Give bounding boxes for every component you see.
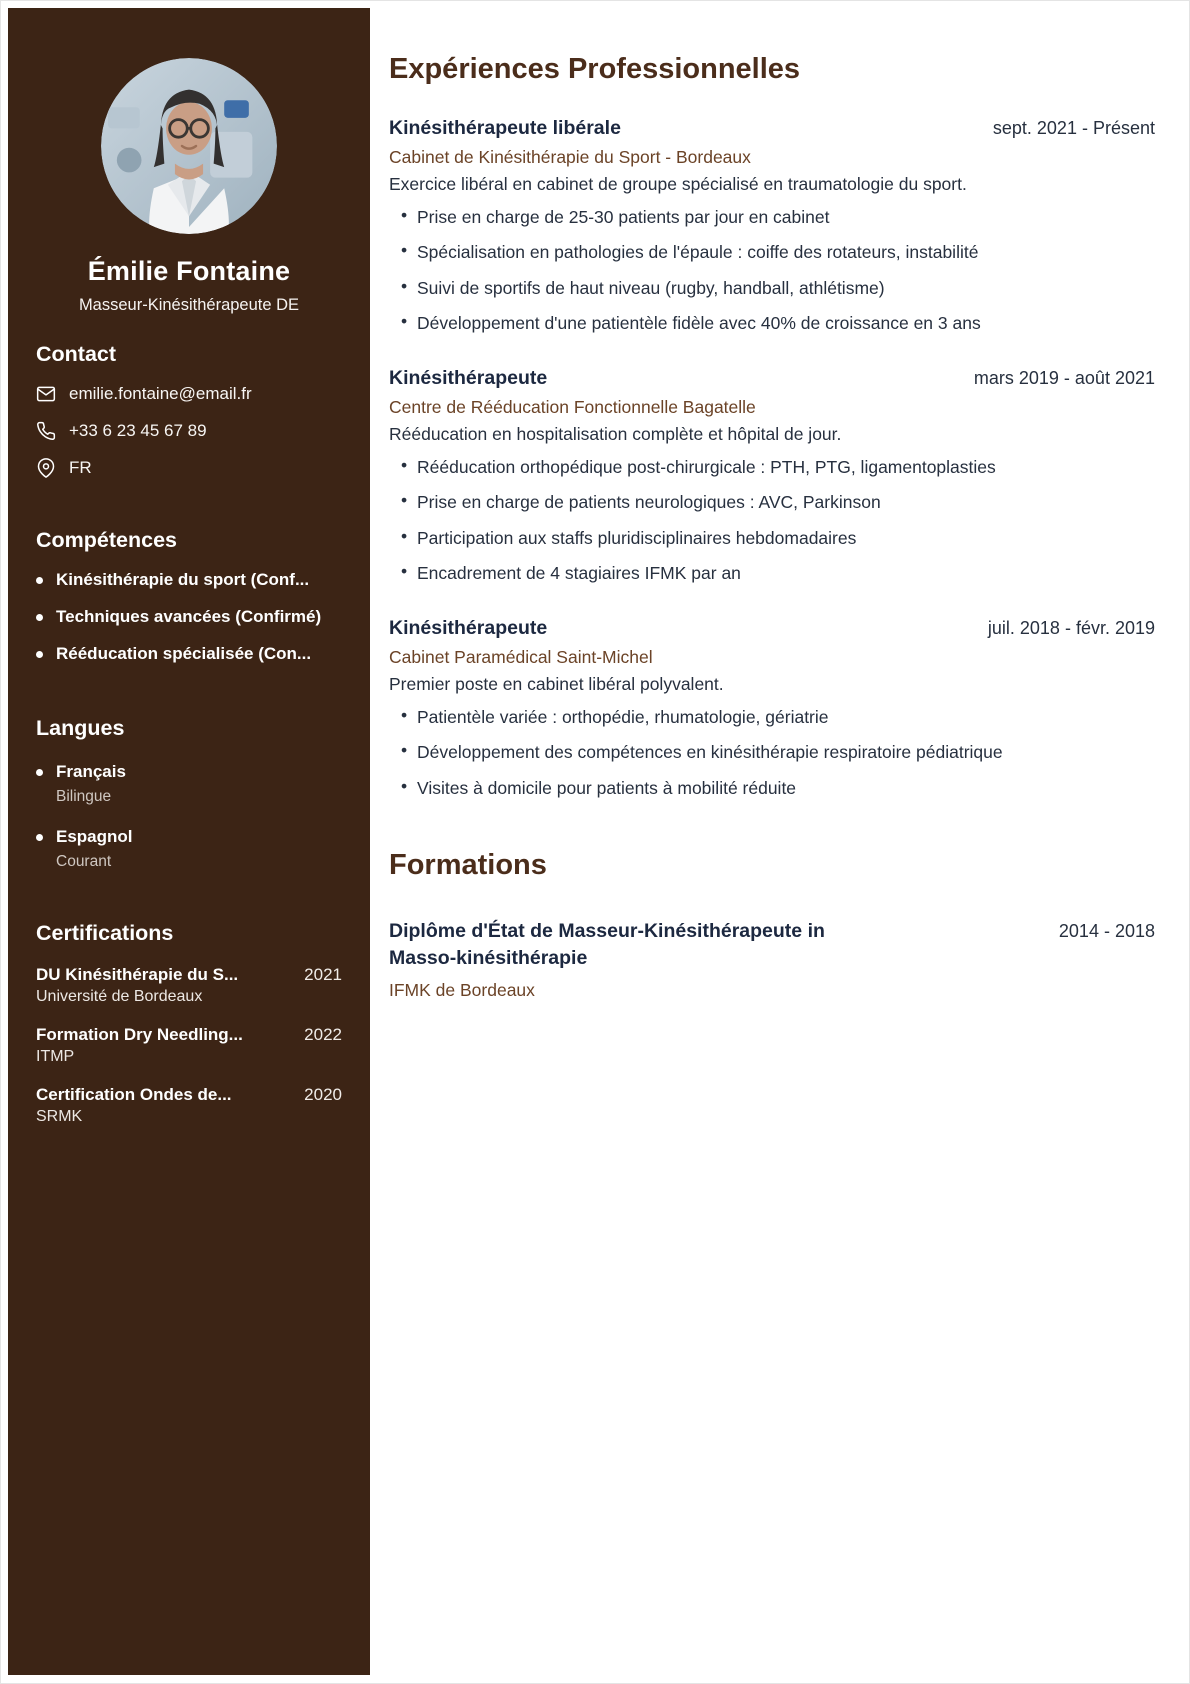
experience-entry (389, 117, 1155, 336)
entry-header (389, 117, 1155, 140)
language-name: Espagnol (56, 827, 133, 846)
job-title: Kinésithérapeute (389, 617, 548, 639)
skills-heading: Compétences (36, 528, 177, 552)
job-bullet: • Suivi de sportifs de haut niveau (rugby, handball, athlétisme) (417, 275, 1155, 301)
experience-entry (389, 367, 1155, 586)
contact-email (36, 384, 342, 404)
skill-item (36, 644, 342, 664)
degree-school: IFMK de Bordeaux (389, 980, 535, 1001)
job-bullet: • Développement des compétences en kinésithérapie respiratoire pédiatrique (417, 739, 1155, 765)
skill-item (36, 570, 342, 590)
certification-row (36, 1085, 342, 1105)
language-level: Courant (56, 853, 112, 870)
job-bullet: • Développement d'une patientèle fidèle avec 40% de croissance en 3 ans (417, 310, 1155, 336)
job-bullet-list (389, 204, 1155, 336)
languages-list (36, 762, 342, 871)
job-title: Kinésithérapeute (389, 367, 548, 389)
certification-item (36, 1085, 342, 1126)
certification-row (36, 965, 342, 985)
skill-item (36, 607, 342, 627)
job-bullet: • Prise en charge de 25-30 patients par jour en cabinet (417, 204, 1155, 230)
job-bullet-list (389, 454, 1155, 586)
job-dates: mars 2019 - août 2021 (973, 368, 1155, 388)
certification-item (36, 1025, 342, 1066)
certification-year: 2020 (304, 1085, 342, 1104)
certification-issuer: ITMP (36, 1048, 75, 1065)
bullet-dot-icon (36, 614, 43, 621)
language-name-row (36, 827, 342, 847)
main-content (389, 1, 1155, 1001)
entry-header (389, 367, 1155, 390)
envelope-icon (36, 384, 56, 404)
job-company: Centre de Rééducation Fonctionnelle Bagatelle (389, 397, 756, 417)
certifications-list (36, 965, 342, 1126)
location-pin-icon (36, 458, 56, 478)
job-bullet: • Participation aux staffs pluridisciplinaires hebdomadaires (417, 525, 1155, 551)
language-level: Bilingue (56, 788, 112, 805)
certification-item (36, 965, 342, 1006)
certification-title: DU Kinésithérapie du S... (36, 965, 239, 984)
job-summary: Rééducation en hospitalisation complète et hôpital de jour. (389, 424, 842, 444)
sidebar (8, 8, 370, 1675)
job-summary: Premier poste en cabinet libéral polyvalent. (389, 674, 724, 694)
contact-heading: Contact (36, 342, 117, 366)
phone-icon (36, 421, 56, 441)
language-name: Français (56, 762, 126, 781)
entry-header (389, 918, 1155, 973)
skill-label: Techniques avancées (Confirmé) (56, 607, 322, 626)
job-bullet: • Spécialisation en pathologies de l'épaule : coiffe des rotateurs, instabilité (417, 239, 1155, 265)
job-company: Cabinet Paramédical Saint-Michel (389, 647, 653, 667)
experience-heading: Expériences Professionnelles (389, 53, 801, 85)
certification-year: 2021 (304, 965, 342, 984)
education-entry (389, 918, 1155, 1002)
experience-entry (389, 617, 1155, 801)
candidate-role: Masseur-Kinésithérapeute DE (78, 296, 300, 314)
degree-dates: 2014 - 2018 (1058, 920, 1155, 941)
certification-title: Certification Ondes de... (36, 1085, 232, 1104)
job-dates: sept. 2021 - Présent (992, 118, 1155, 138)
email-value: emilie.fontaine@email.fr (69, 384, 252, 403)
language-name-row (36, 762, 342, 782)
certification-year: 2022 (304, 1025, 342, 1044)
job-bullet-list (389, 704, 1155, 801)
education-heading: Formations (389, 848, 547, 881)
candidate-name: Émilie Fontaine (87, 256, 291, 286)
certification-row (36, 1025, 342, 1045)
certification-title: Formation Dry Needling... (36, 1025, 243, 1044)
skills-list (36, 570, 342, 664)
job-summary: Exercice libéral en cabinet de groupe spécialisé en traumatologie du sport. (389, 174, 967, 194)
job-dates: juil. 2018 - févr. 2019 (987, 618, 1155, 638)
bullet-dot-icon (36, 651, 43, 658)
bullet-dot-icon (36, 577, 43, 584)
profile-photo (101, 58, 277, 234)
languages-heading: Langues (36, 716, 125, 740)
skill-label: Rééducation spécialisée (Con... (56, 644, 312, 663)
contact-location (36, 458, 342, 478)
bullet-dot-icon (36, 769, 43, 776)
job-bullet: • Visites à domicile pour patients à mobilité réduite (417, 775, 1155, 801)
contact-phone (36, 421, 342, 441)
contact-list (36, 384, 342, 478)
location-value: FR (69, 458, 92, 477)
job-bullet: • Encadrement de 4 stagiaires IFMK par an (417, 560, 1155, 586)
certification-issuer: Université de Bordeaux (36, 988, 203, 1005)
certifications-heading: Certifications (36, 921, 174, 945)
job-bullet: • Prise en charge de patients neurologiques : AVC, Parkinson (417, 489, 1155, 515)
job-bullet: • Patientèle variée : orthopédie, rhumatologie, gériatrie (417, 704, 1155, 730)
language-item (36, 827, 342, 871)
phone-value: +33 6 23 45 67 89 (69, 421, 207, 440)
certification-issuer: SRMK (36, 1108, 83, 1125)
bullet-dot-icon (36, 834, 43, 841)
job-company: Cabinet de Kinésithérapie du Sport - Bordeaux (389, 147, 751, 167)
language-item (36, 762, 342, 806)
skill-label: Kinésithérapie du sport (Conf... (56, 570, 310, 589)
degree-title: Diplôme d'État de Masseur-Kinésithérapeute in Masso-kinésithérapie (389, 919, 825, 970)
entry-header (389, 617, 1155, 640)
job-bullet: • Rééducation orthopédique post-chirurgicale : PTH, PTG, ligamentoplasties (417, 454, 1155, 480)
job-title: Kinésithérapeute libérale (389, 117, 621, 139)
profile-photo-illustration (101, 58, 277, 234)
